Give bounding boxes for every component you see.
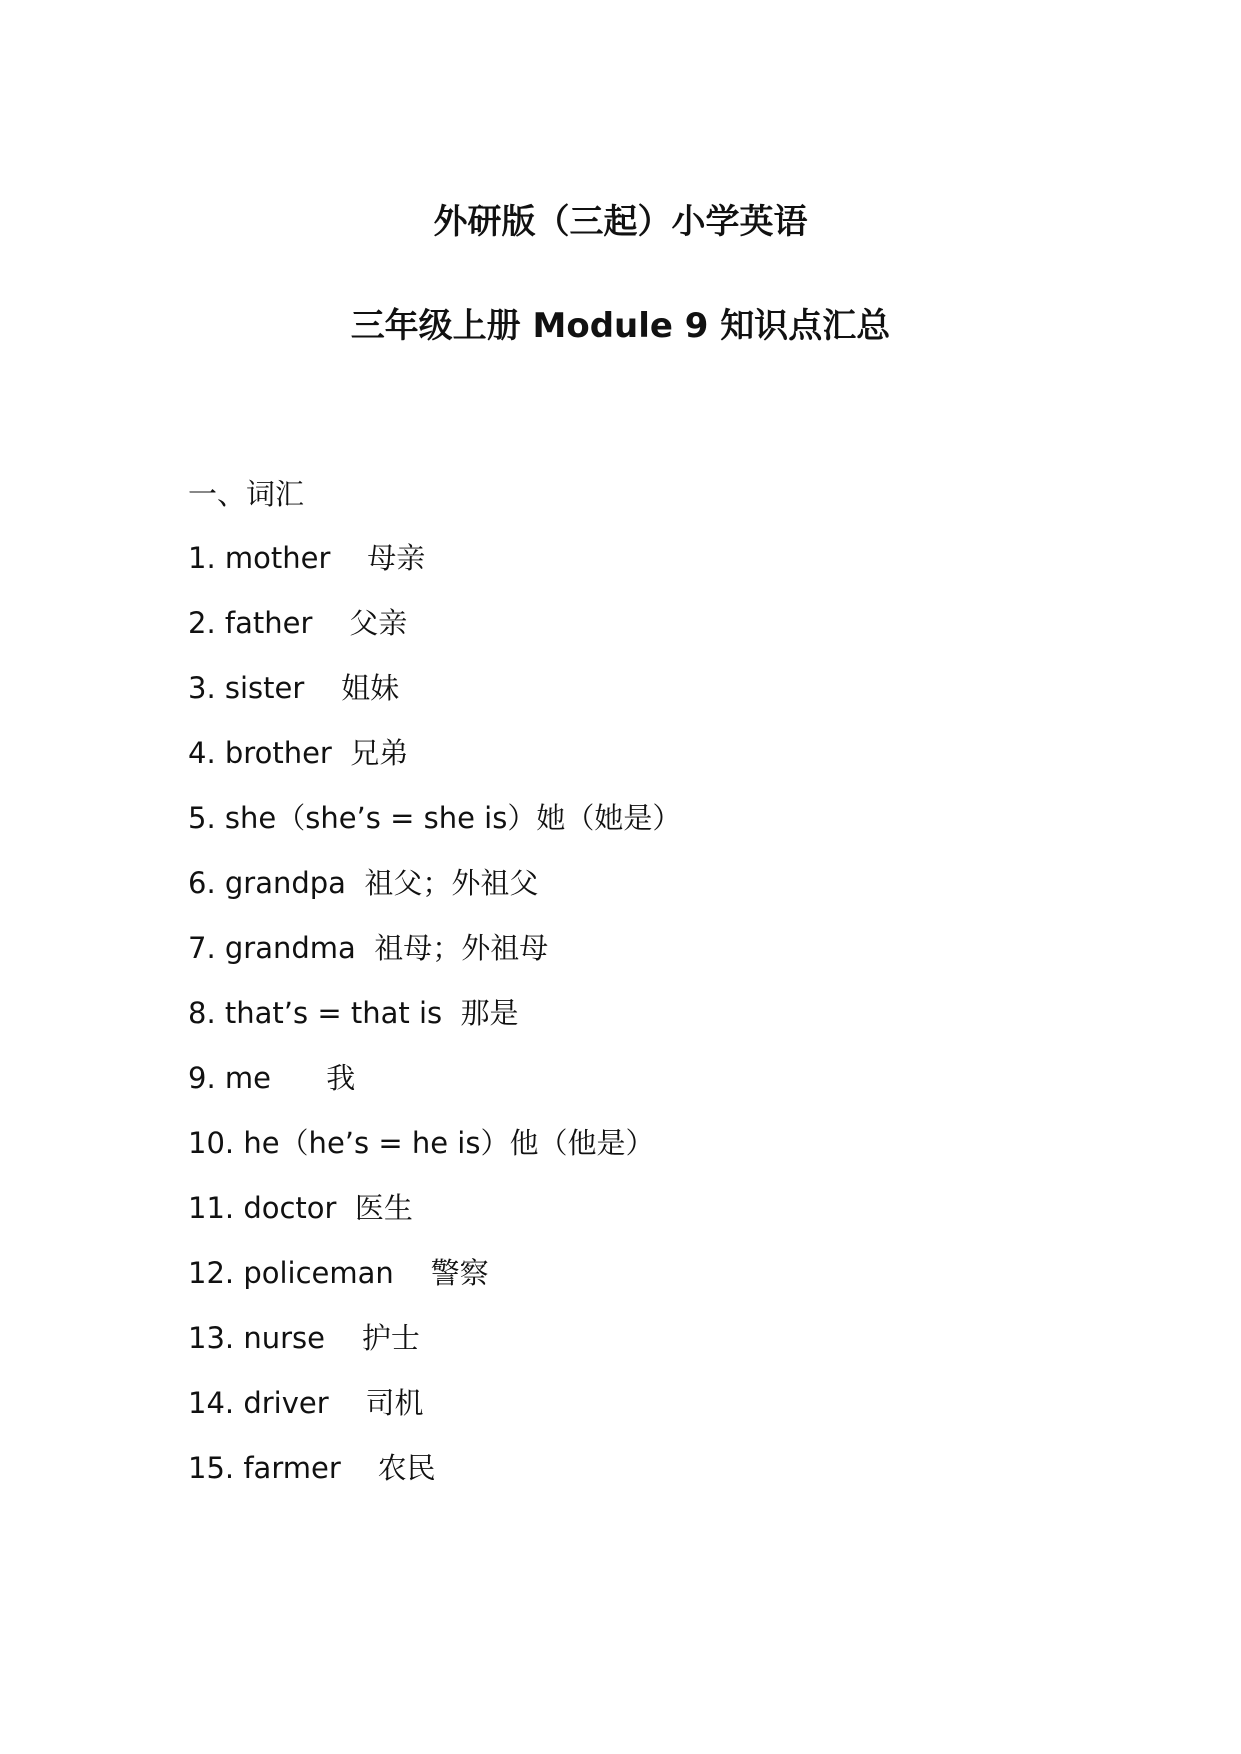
vocabulary-item: 9. me 我 bbox=[188, 1061, 356, 1095]
document-subtitle: 三年级上册 Module 9 知识点汇总 bbox=[350, 306, 891, 346]
vocabulary-item: 12. policeman 警察 bbox=[188, 1256, 489, 1290]
section-heading-vocabulary: 一、词汇 bbox=[188, 477, 305, 511]
vocabulary-list bbox=[188, 538, 681, 1513]
vocabulary-item: 15. farmer 农民 bbox=[188, 1451, 436, 1485]
vocabulary-item: 13. nurse 护士 bbox=[188, 1321, 420, 1355]
vocabulary-item: 8. that’s = that is 那是 bbox=[188, 996, 519, 1030]
vocabulary-item: 5. she（she’s = she is）她（她是） bbox=[188, 801, 682, 835]
vocabulary-item: 2. father 父亲 bbox=[188, 606, 408, 640]
vocabulary-item: 1. mother 母亲 bbox=[188, 541, 426, 575]
document-title: 外研版（三起）小学英语 bbox=[433, 202, 808, 242]
vocabulary-item: 14. driver 司机 bbox=[188, 1386, 424, 1420]
vocabulary-item: 11. doctor 医生 bbox=[188, 1191, 413, 1225]
vocabulary-item: 6. grandpa 祖父；外祖父 bbox=[188, 866, 539, 900]
vocabulary-item: 7. grandma 祖母；外祖母 bbox=[188, 931, 549, 965]
vocabulary-item: 3. sister 姐妹 bbox=[188, 671, 400, 705]
vocabulary-item: 10. he（he’s = he is）他（他是） bbox=[188, 1126, 655, 1160]
vocabulary-item: 4. brother 兄弟 bbox=[188, 736, 409, 770]
